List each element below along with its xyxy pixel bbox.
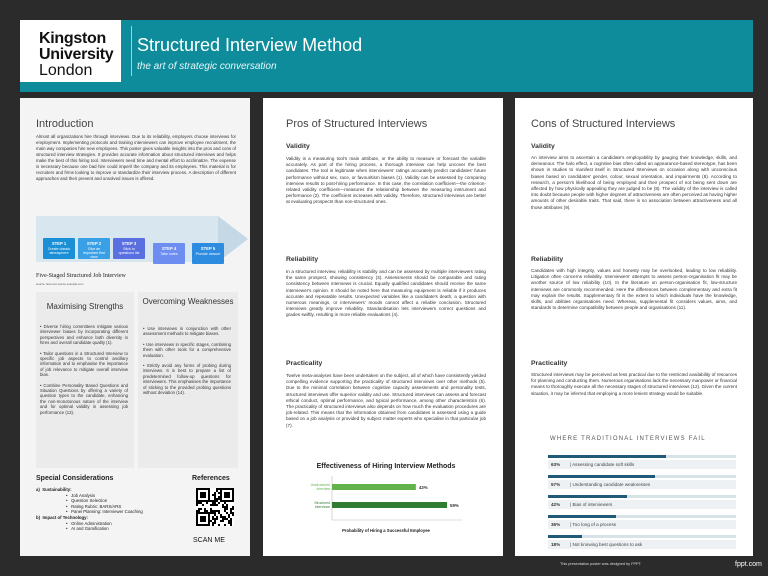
references-heading: References — [192, 475, 230, 482]
pros-validity-heading: Validity — [286, 143, 310, 150]
fail-heading: WHERE TRADITIONAL INTERVIEWS FAIL — [550, 436, 706, 442]
poster-subtitle: the art of strategic conversation — [137, 61, 277, 72]
step-box-3 — [113, 238, 145, 259]
chart-bar — [332, 502, 447, 508]
chart-x-label: Probability of Hiring a Successful Employee — [342, 528, 430, 533]
fail-pct: 36% — [551, 521, 561, 527]
pros-reliability-text: In a structured interview, reliability is stability and can be assessed by multiple interviewers rating the same prospect, showing consistency (3). Assessments should be comparable and rating consistency between interviews is crucial. Equally qualified candidates should receive the same interviewer's opinion. It should be noted here that measuring equipment is reliable if it produces accurate and repeatable results. Unexpected variables like a candidate's death, a question with numerous meanings, or interviewers' moods cannot affect a reliable conclusion. Structured interviews greatly improve reliability. Standardisation lets interviewers correct questions and grades swiftly, resulting in more reliable evaluations (4). — [286, 269, 486, 318]
fail-label: | Understanding candidate weaknesses — [570, 481, 651, 487]
title-divider — [131, 26, 132, 76]
fail-pill — [548, 480, 736, 489]
chart-value-label: 43% — [418, 485, 428, 490]
step-text: Stick to questions list — [118, 247, 140, 256]
list-item: • Job Analysis — [66, 492, 95, 498]
fail-label: | Assessing candidate soft skills — [570, 461, 635, 467]
footer-note: This presentation poster was designed by FPPT. — [560, 562, 642, 566]
cons-heading: Cons of Structured Interviews — [531, 118, 676, 130]
chart-title: Effectiveness of Hiring Interview Methods — [316, 463, 456, 470]
cons-validity-heading: Validity — [531, 143, 555, 150]
cons-reliability-heading: Reliability — [531, 256, 564, 263]
title-band — [121, 20, 753, 82]
special-heading: Special Considerations — [36, 475, 114, 482]
step-box-5 — [192, 243, 224, 264]
fail-label: | Too long of a process — [570, 521, 617, 527]
fail-bar — [548, 475, 655, 478]
list-item: • Rating Rubric: BARS/ARS — [66, 503, 122, 509]
pros-practicality-heading: Practicality — [286, 360, 323, 367]
fail-pct: 57% — [551, 481, 561, 487]
fail-label: | Bias of interviewers — [570, 501, 613, 507]
fppt-brand[interactable]: fppt.com — [735, 561, 762, 568]
special-list — [36, 487, 186, 532]
step-text: Provide closure — [195, 252, 221, 256]
maximising-list — [40, 324, 128, 420]
figure-source: source: here text source example.com — [36, 282, 84, 286]
pros-heading: Pros of Structured Interviews — [286, 118, 428, 130]
step-text: Create classic atmosphere — [47, 247, 71, 256]
fail-pill — [548, 500, 736, 509]
list-item: • Diverse hiring committees mitigate various interviewer biases by incorporating different perspectives and enhance both diversity in hires and overall candidate quality (1). — [40, 324, 129, 346]
step-title: STEP 2 — [86, 241, 102, 246]
effectiveness-chart — [298, 458, 474, 550]
step-title: STEP 3 — [121, 241, 137, 246]
fail-pill — [548, 460, 736, 469]
logo-line-2: University — [39, 46, 114, 63]
list-item: • Online Administration — [66, 520, 112, 526]
fail-pct: 42% — [551, 501, 561, 507]
intro-heading: Introduction — [36, 118, 94, 130]
list-item: • Tailor questions in a Structured Interview to specific job aspects to control ancillary information and to emphasise the importance of job relevance to mitigate overall interview bias. — [40, 350, 128, 378]
fail-pct: 18% — [551, 541, 561, 547]
overcoming-list — [143, 326, 231, 400]
special-group-b: b) Impact of Technology: — [36, 514, 88, 520]
pros-practicality-text: Twelve meta-analyses have been undertaken on the subject, all of which have consistently yielded compelling evidence supporting the practicality of structured interviews over other methods (5). Due to the minimal correlation between cognitive capacity assessments and personality tests, structured interviews offer superior validity and use. Structured interviews can assess and forecast ethical conduct, optimal performance, and typical performance, among other characteristics (6). The practicality of structured interviews also depends on how much the evaluation procedures are job-related. This means that the information obtained from candidates is assessed using a guide based on a job analysis or provided by subject matter experts who specialise in that particular job (7). — [286, 373, 486, 428]
list-item: • Combine Personality Based Questions and Situation Questions by offering a variety of question types to the candidate, enhancing the non-monotonous nature of the interview and for optimal validity in assessing job performance (13). — [40, 382, 128, 415]
cons-practicality-heading: Practicality — [531, 360, 568, 367]
fail-pill — [548, 520, 736, 529]
fail-bar — [548, 455, 666, 458]
scan-me-label: SCAN ME — [193, 537, 225, 544]
pros-reliability-heading: Reliability — [286, 256, 319, 263]
step-box-4 — [153, 243, 185, 264]
list-item: • Question Selection — [66, 498, 108, 504]
pros-validity-text: Validity is a measuring tool's main attribute, or the ability to measure or forecast the variable accurately. As part of the hiring process, a thorough interview can help uncover the best candidates. The tool is legitimate when interviewers' ratings accurately predict candidates' future performance without sex, race, or favouritism biases (1). Validity can be assessed by comparing interview results to post-hiring performance. In this case, the correlation coefficient—the criterion-related validity coefficient—measures the relationship between the measuring instrument and performance (2). The coefficient increases with validity. Therefore, structured interviews are better at evaluating prospects than non-structured ones. — [286, 156, 486, 205]
maximising-box — [36, 292, 134, 468]
step-title: STEP 4 — [161, 246, 177, 251]
chart-category-label: Structured interviews — [314, 501, 330, 509]
step-text: Give an important first view — [83, 247, 105, 260]
poster-title: Structured Interview Method — [137, 35, 363, 55]
list-item: • Strictly avoid any forms of probing during interviews. It is best to prepare a list of predetermined follow-up questions for interviewers. This emphasises the importance of sticking to the provided probing questions without deviation (14). — [143, 363, 231, 396]
chart-bar — [332, 484, 416, 490]
fail-label: | Not knowing best questions to ask — [570, 541, 643, 547]
step-box-1 — [43, 238, 75, 259]
logo-line-1: Kingston — [39, 30, 106, 47]
chart-category-label: Unstructured interview — [310, 483, 330, 491]
fail-bar — [548, 535, 582, 538]
fail-pill — [548, 540, 736, 549]
maximising-heading: Maximising Strengths — [46, 302, 124, 311]
step-text: Take notes — [160, 252, 178, 256]
qr-code[interactable] — [196, 488, 234, 526]
cons-reliability-text: Candidates with high integrity, values and honesty may be overlooked, leading to low reliability. Litigation often concerns reliability. Interviewers' attempts to assess person-organisation fit may be another source of low reliability (10). In the literature on person-organisation fit, low-structure interviews are commonly recommended. Here the differences between complementary and extra fit may explain the results. Supplementary fit is the extent to which individuals have the knowledge, skills, and abilities organisations need. Whereas, supplemental fit considers values, aims, and standards to determine compatibility between people and organisations (11). — [531, 268, 737, 311]
figure-caption: Five-Staged Structured Job Interview — [36, 273, 126, 279]
fail-bar — [548, 495, 627, 498]
step-title: STEP 5 — [200, 246, 216, 251]
header-strip — [20, 82, 753, 92]
step-title: STEP 1 — [51, 241, 67, 246]
list-item: • Use interviews in conjunction with other assessment methods to mitigate biases. — [143, 326, 232, 337]
intro-text: Almost all organizations hire through interviews. Due to its reliability, employers choose interviews for employment. Implementing protocols and training interviewers can improve employee recruitment, the main way companies hire new employees. This poster gives valuable insights into the pros and cons of structured interview strategies. It provides accurate information about structured interviews and helps make the best of this hiring tool. Interviewers need time and mental effort to acclimatize. The expense is necessary because one bad hire could imperil the company and its employees. This material is for recruiters and firms looking to improve or standardize their interview process. A description of different approaches and their prevent and unsolved issues is offered. — [36, 134, 236, 181]
chart-value-label: 59% — [450, 503, 459, 508]
fail-pct: 63% — [551, 461, 561, 467]
logo — [20, 20, 121, 82]
overcoming-box — [138, 292, 238, 468]
list-item: • AI and Gamification — [66, 526, 109, 532]
list-item: • Use interviews in specific stages, combining them with other tools for a comprehensive evaluation. — [143, 341, 232, 358]
cons-validity-text: An interview aims to ascertain a candidate's employability by gauging their knowledge, skills, and demeanour. The halo effect, a cognitive bias often called an appearance-based stereotype, has been shown in studies to manifest itself in Structured Interviews on occasion along with unconscious biases based on candidates' gender, colour, sexual orientation, and impairments (8). According to research, a person's likelihood of being employed and their prospect of not being sent down are affected by how physically appealing they are judged to be (8). The validity of the interview is called into doubt because people with higher degrees of attractiveness are often perceived as having higher amounts of other desirable traits. That said, there is no association between attractiveness and all those attributes (9). — [531, 155, 737, 210]
logo-line-3: London — [39, 62, 93, 79]
fail-bar — [548, 515, 616, 518]
special-group-a: a) Sustainability: — [36, 487, 72, 492]
cons-practicality-text: Structured interviews may be perceived as less practical due to the restricted availability of resources for planning and conducting them. Numerous organisations lack the necessary manpower or financial means to thoroughly execute all the necessary stages of structured interviews (12). Given the current situation, it may be inferred that employing a more lenient strategy would be suitable. — [531, 372, 737, 396]
step-box-2 — [78, 238, 110, 259]
overcoming-heading: Overcoming Weaknesses — [142, 297, 234, 306]
list-item: • Panel Planning: Interviewer Coaching — [66, 509, 143, 515]
